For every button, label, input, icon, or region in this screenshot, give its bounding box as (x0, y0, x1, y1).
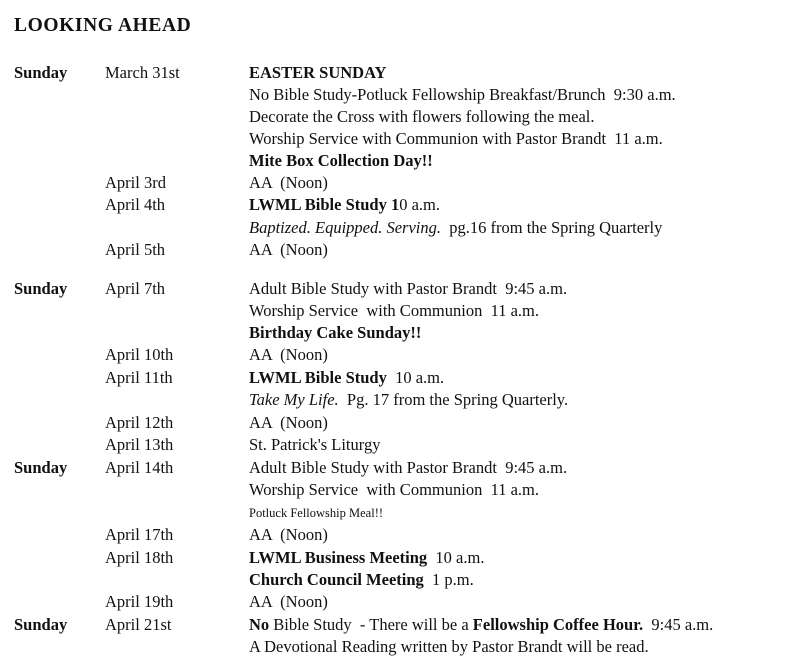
schedule-description (249, 389, 568, 411)
schedule-description (249, 457, 567, 479)
description-segment: Birthday Cake Sunday!! (249, 323, 422, 342)
schedule-description (249, 502, 383, 524)
schedule-description (249, 434, 380, 456)
schedule-description (249, 367, 444, 389)
description-segment: Worship Service with Communion with Pastor Brandt 11 a.m. (249, 129, 663, 148)
description-segment: 10 a.m. (386, 368, 445, 387)
description-segment: Fellowship Coffee Hour. (472, 615, 644, 634)
schedule-description (249, 569, 474, 591)
schedule-row (0, 502, 796, 524)
schedule-row (0, 614, 796, 636)
schedule-description (249, 239, 328, 261)
schedule-description (249, 194, 440, 216)
description-segment: No Bible Study-Potluck Fellowship Breakfast/Brunch 9:30 a.m. (249, 85, 676, 104)
schedule-row (0, 194, 796, 216)
schedule-description (249, 150, 433, 172)
schedule-row (0, 434, 796, 456)
schedule-date: April 11th (105, 368, 173, 387)
schedule-row (0, 479, 796, 501)
schedule-row (0, 150, 796, 172)
schedule-description (249, 322, 421, 344)
schedule-date: April 21st (105, 615, 172, 634)
schedule-day: Sunday (14, 615, 68, 634)
schedule-date: April 3rd (105, 173, 166, 192)
description-segment: 9:45 a.m. (643, 615, 714, 634)
schedule-date: April 10th (105, 345, 174, 364)
description-segment: Mite Box Collection Day!! (249, 151, 433, 170)
schedule-row (0, 106, 796, 128)
schedule-description (249, 344, 328, 366)
schedule-row (0, 62, 796, 84)
description-segment: AA (Noon) (249, 413, 328, 432)
description-segment: Church Council Meeting (249, 570, 424, 589)
description-segment: Worship Service with Communion 11 a.m. (249, 480, 539, 499)
schedule-date: April 5th (105, 240, 166, 259)
description-segment: Take My Life. (249, 390, 339, 409)
schedule-description (249, 547, 484, 569)
schedule-row (0, 412, 796, 434)
schedule-row (0, 569, 796, 591)
description-segment: LWML Bible Study (249, 368, 387, 387)
schedule-date: April 13th (105, 435, 174, 454)
description-segment: Adult Bible Study with Pastor Brandt 9:45 a.m. (249, 279, 568, 298)
schedule-row (0, 217, 796, 239)
description-segment: EASTER SUNDAY (249, 63, 387, 82)
schedule-description (249, 172, 328, 194)
schedule-row (0, 457, 796, 479)
schedule-description (249, 217, 662, 239)
description-segment: Bible Study - There will be a (269, 615, 473, 634)
schedule-row (0, 344, 796, 366)
description-segment: A Devotional Reading written by Pastor Brandt will be read. (249, 637, 649, 656)
schedule-description (249, 106, 595, 128)
description-segment: pg.16 from the Spring Quarterly (441, 218, 663, 237)
description-segment: AA (Noon) (249, 345, 328, 364)
schedule-description (249, 591, 328, 613)
description-segment: Pg. 17 from the Spring Quarterly. (338, 390, 569, 409)
schedule-day: Sunday (14, 279, 68, 298)
description-segment: St. Patrick's Liturgy (249, 435, 381, 454)
schedule-row (0, 524, 796, 546)
schedule-date: April 12th (105, 413, 174, 432)
description-segment: No (249, 615, 270, 634)
page-title: LOOKING AHEAD (14, 15, 192, 36)
schedule-description (249, 636, 649, 658)
schedule-description (249, 412, 328, 434)
schedule-date: April 19th (105, 592, 174, 611)
description-segment: 1 p.m. (423, 570, 474, 589)
description-segment: AA (Noon) (249, 240, 328, 259)
schedule-description (249, 300, 539, 322)
schedule-date: April 4th (105, 195, 166, 214)
description-segment: Adult Bible Study with Pastor Brandt 9:45 a.m. (249, 458, 568, 477)
schedule-description (249, 62, 386, 84)
schedule-row (0, 591, 796, 613)
description-segment: LWML Business Meeting (249, 548, 428, 567)
schedule-row (0, 300, 796, 322)
description-segment: LWML Bible Study 1 (249, 195, 400, 214)
schedule-description (249, 614, 713, 636)
schedule-row (0, 172, 796, 194)
schedule-row (0, 322, 796, 344)
schedule-description (249, 479, 539, 501)
description-segment: Decorate the Cross with flowers following the meal. (249, 107, 595, 126)
schedule-day: Sunday (14, 458, 68, 477)
description-segment: 0 a.m. (399, 195, 441, 214)
schedule-date: April 14th (105, 458, 174, 477)
schedule-date: March 31st (105, 63, 180, 82)
schedule-description (249, 84, 676, 106)
schedule-date: April 17th (105, 525, 174, 544)
schedule-row (0, 84, 796, 106)
schedule-day: Sunday (14, 63, 68, 82)
schedule-row (0, 636, 796, 658)
schedule-row (0, 128, 796, 150)
schedule-row (0, 367, 796, 389)
description-segment: Worship Service with Communion 11 a.m. (249, 301, 539, 320)
description-segment: AA (Noon) (249, 173, 328, 192)
schedule-date: April 18th (105, 548, 174, 567)
schedule-description (249, 278, 567, 300)
description-segment: Baptized. Equipped. Serving. (249, 218, 442, 237)
schedule-row (0, 239, 796, 261)
schedule-row (0, 547, 796, 569)
description-segment: 10 a.m. (427, 548, 485, 567)
description-segment: Potluck Fellowship Meal!! (249, 506, 384, 520)
description-segment: AA (Noon) (249, 592, 328, 611)
description-segment: AA (Noon) (249, 525, 328, 544)
schedule-date: April 7th (105, 279, 166, 298)
schedule-row (0, 389, 796, 411)
schedule-description (249, 524, 328, 546)
schedule-description (249, 128, 663, 150)
schedule-row (0, 278, 796, 300)
